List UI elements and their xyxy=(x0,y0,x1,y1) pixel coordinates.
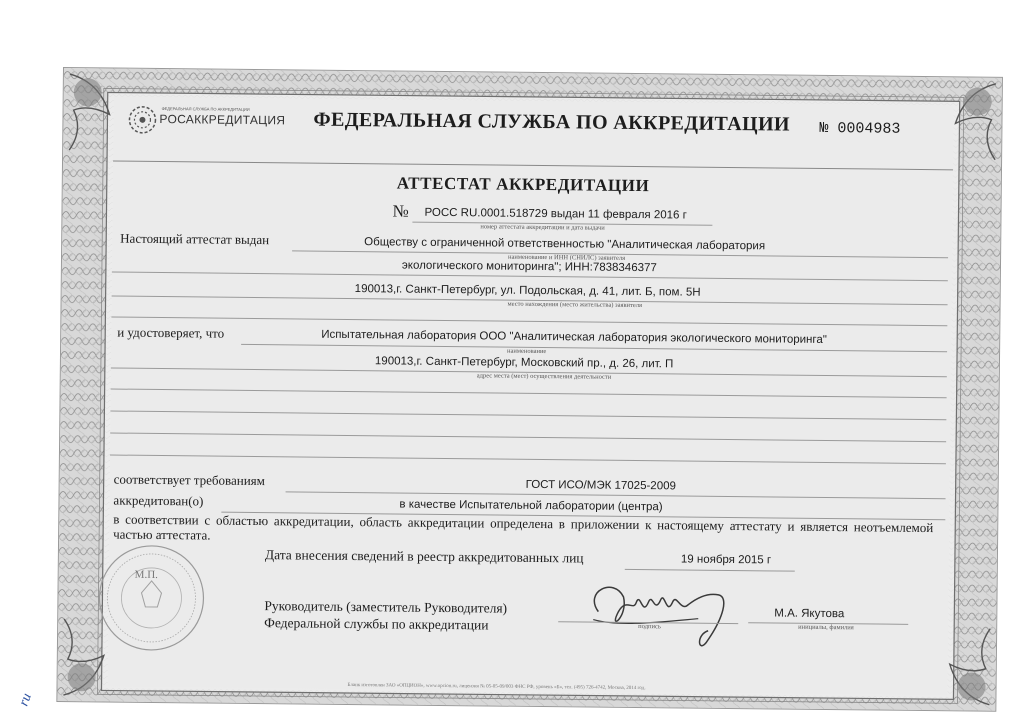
signatory-title-line2: Федеральной службы по аккредитации xyxy=(264,615,489,633)
signatory-name-hint: инициалы, фамилия xyxy=(798,623,854,632)
certificate-body xyxy=(108,97,954,696)
agency-heading: ФЕДЕРАЛЬНАЯ СЛУЖБА ПО АККРЕДИТАЦИИ xyxy=(313,108,791,136)
margin-handwritten-mark: ru xyxy=(16,691,35,709)
issued-to-line2: экологического мониторинга"; ИНН:7838346377 xyxy=(401,259,657,275)
number-hint: номер аттестата аккредитации и дата выдачи xyxy=(480,223,605,232)
issued-to-hint1: наименование и ИНН (СНИЛС) заявителя xyxy=(508,253,626,262)
issued-to-line1: Обществу с ограниченной ответственностью "Аналитическая лаборатория xyxy=(364,236,766,253)
footer-imprint: Бланк изготовлен ЗАО «ОПЦИОН», www.opcion.ru, лицензия № 05-05-09/003 ФНС РФ, уровень «Б», тел. (495) 726-4742, Москва, 2014 год. xyxy=(347,683,646,692)
certifies-hint1: наименование xyxy=(507,347,547,356)
laboratory-name: Испытательная лаборатория ООО "Аналитическая лаборатория экологического мониторинга" xyxy=(321,328,827,347)
signatory-name: М.А. Якутова xyxy=(774,607,845,621)
issued-to-label: Настоящий аттестат выдан xyxy=(120,230,270,248)
rosakkreditatsiya-logo-icon xyxy=(127,105,157,135)
issued-to-address: 190013,г. Санкт-Петербург, ул. Подольская, д. 41, лит. Б, пом. 5Н xyxy=(354,283,701,299)
signatory-title-line1: Руководитель (заместитель Руководителя) xyxy=(264,598,508,616)
stamp-text: М.П. xyxy=(134,568,158,582)
certifies-label: и удостоверяет, что xyxy=(117,324,225,341)
number-sign: № xyxy=(392,201,409,221)
logo-name: РОСАККРЕДИТАЦИЯ xyxy=(159,112,286,128)
signature-hint: подпись xyxy=(638,623,661,631)
issued-to-hint2: место нахождения (место жительства) заявителя xyxy=(507,300,643,310)
official-stamp xyxy=(96,542,207,658)
serial-number: № 0004983 xyxy=(819,119,901,138)
complies-label: соответствует требованиям xyxy=(113,471,265,489)
certificate-sheet xyxy=(57,68,1002,711)
laboratory-address: 190013,г. Санкт-Петербург, Московский пр., д. 26, лит. П xyxy=(374,355,674,371)
accredited-label: аккредитован(о) xyxy=(113,492,204,509)
registry-date: 19 ноября 2015 г xyxy=(680,553,772,567)
accredited-value: в качестве Испытательной лаборатории (центра) xyxy=(399,498,663,514)
scope-text: в соответствии с областью аккредитации, область аккредитации определена в приложении к настоящему аттестату и является неотъемлемой частью аттестата. xyxy=(113,511,934,543)
registry-label: Дата внесения сведений в реестр аккредитованных лиц xyxy=(264,547,584,566)
standard-value: ГОСТ ИСО/МЭК 17025-2009 xyxy=(525,478,676,493)
certifies-hint2: адрес места (мест) осуществления деятельности xyxy=(476,372,612,381)
certificate-number: РОСС RU.0001.518729 выдан 11 февраля 2016 г xyxy=(424,206,687,222)
logo-subtitle: ФЕДЕРАЛЬНАЯ СЛУЖБА ПО АККРЕДИТАЦИИ xyxy=(161,106,250,112)
certificate-title: АТТЕСТАТ АККРЕДИТАЦИИ xyxy=(396,173,650,196)
handwritten-signature xyxy=(578,571,749,663)
